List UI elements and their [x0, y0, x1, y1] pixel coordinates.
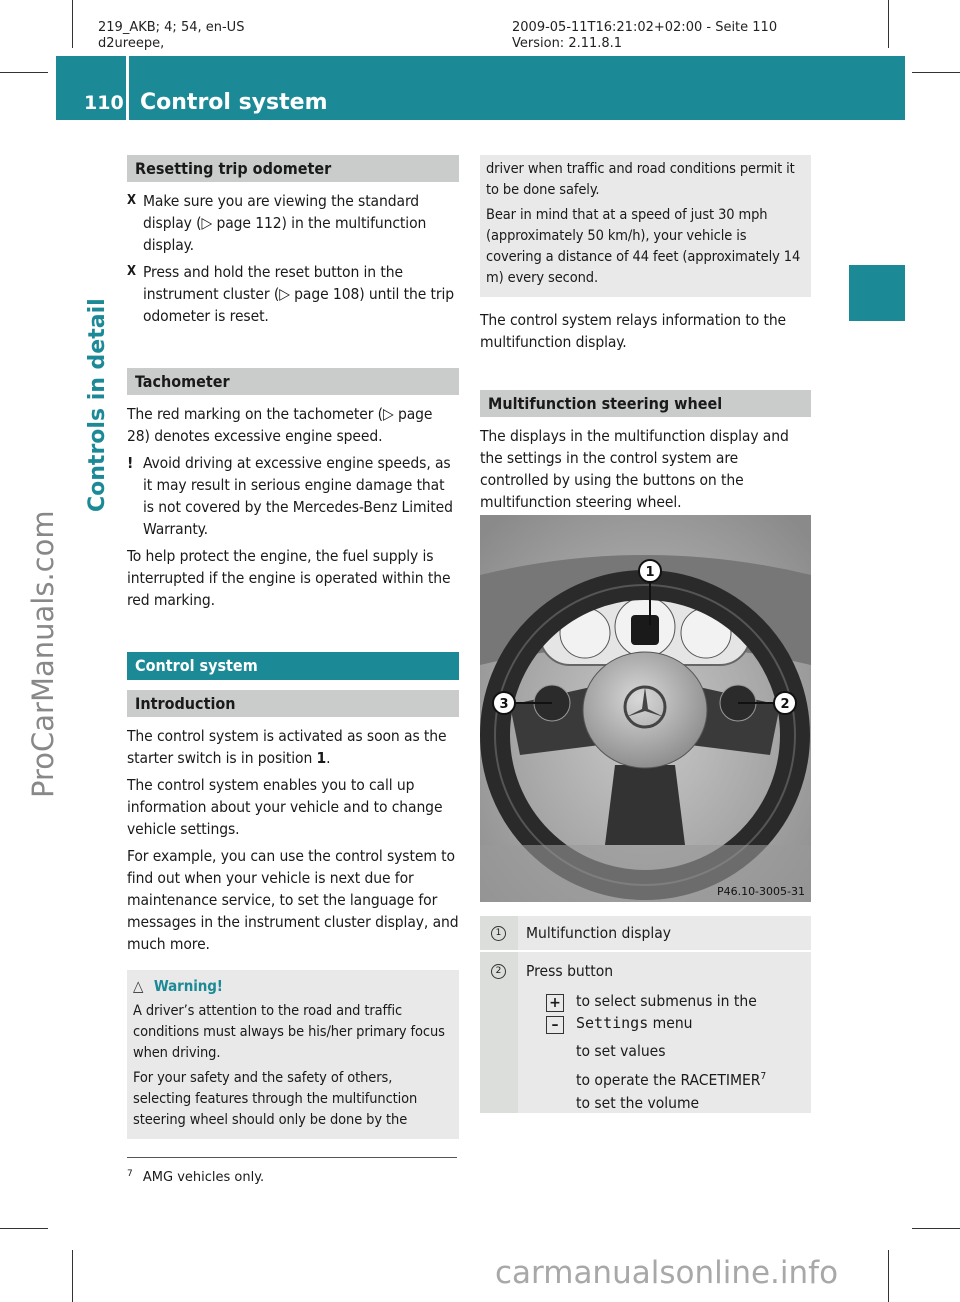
step-text: Make sure you are viewing the standard display (▷ page 112) in the multifunction display.: [143, 192, 427, 254]
steering-wheel-figure: [480, 515, 811, 902]
section-label: Controls in detail: [85, 298, 110, 512]
legend-number-cell: [480, 952, 518, 1113]
warning-title-row: [133, 976, 453, 997]
crop-mark: [0, 72, 48, 73]
print-meta-right-1: 2009-05-11T16:21:02+02:00 - Seite 110: [512, 20, 778, 35]
heading-control-system: Control system: [127, 652, 459, 680]
warning-title: Warning!: [153, 977, 223, 995]
svg-text:3: 3: [499, 697, 509, 712]
crop-mark: [912, 1228, 960, 1229]
paragraph: For example, you can use the control system to find out when your vehicle is next due for maintenance service, to set the language for messages in the instrument cluster display, and much more.: [127, 847, 459, 953]
exclamation-icon: !: [127, 454, 134, 472]
page-number: 110: [84, 92, 124, 114]
key-description: to operate the RACETIMER$^7$: [576, 1071, 767, 1090]
header-divider: [126, 56, 129, 120]
paragraph: The control system enables you to call up information about your vehicle and to change vehicle settings.: [127, 776, 443, 838]
footnote: $^7$ AMG vehicles only.: [127, 1169, 265, 1186]
figure-code: P46.10-3005-31: [716, 885, 805, 898]
paragraph: The control system relays information to the multifunction display.: [480, 311, 787, 351]
step-marker-icon: X: [127, 193, 136, 208]
heading-multifunction-steering-wheel: Multifunction steering wheel: [480, 390, 811, 417]
crop-mark: [0, 1228, 48, 1229]
warning-text: Bear in mind that at a speed of just 30 mph (approximately 50 km/h), your vehicle is covering a distance of 44 feet (approximately 14 m) every second.: [486, 207, 801, 286]
print-meta-right-2: Version: 2.11.8.1: [512, 36, 623, 51]
warning-text: A driver’s attention to the road and traffic conditions must always be his/her primary focus when driving.: [133, 1003, 445, 1061]
svg-text:2: 2: [780, 697, 790, 712]
paragraph: The red marking on the tachometer (▷ page 28) denotes excessive engine speed.: [127, 405, 433, 445]
step-text: Press and hold the reset button in the instrument cluster (▷ page 108) until the trip odometer is reset.: [143, 263, 455, 325]
minus-key-icon: –: [546, 1014, 564, 1034]
callout-1: [639, 560, 661, 582]
legend-table: [480, 916, 811, 1113]
bottom-watermark: carmanualsonline.info: [495, 1255, 839, 1291]
print-meta-left-1: 219_AKB; 4; 54, en-US: [98, 20, 245, 35]
callout-number: 1: [491, 926, 506, 941]
legend-text: Multifunction display: [526, 924, 671, 942]
heading-tachometer: Tachometer: [127, 368, 459, 395]
plus-key-icon: +: [546, 992, 564, 1012]
heading-resetting-trip-odometer: Resetting trip odometer: [127, 155, 459, 182]
crop-mark: [888, 1250, 889, 1302]
paragraph: To help protect the engine, the fuel supply is interrupted if the engine is operated within the red marking.: [127, 547, 451, 609]
print-meta-left-2: d2ureepe,: [98, 36, 165, 51]
key-description: to set the volume: [576, 1094, 700, 1112]
callout-3: [493, 692, 515, 714]
key-description: to select submenus in the Settings menu: [576, 992, 757, 1032]
step-item: [127, 190, 459, 256]
callout-number: 2: [491, 964, 506, 979]
svg-text:1: 1: [645, 565, 655, 580]
callout-2: [774, 692, 796, 714]
legend-text: Press button: [526, 962, 614, 980]
step-marker-icon: X: [127, 264, 136, 279]
note: [127, 452, 459, 540]
heading-introduction: Introduction: [127, 690, 459, 717]
key-description: to set values: [576, 1042, 666, 1060]
crop-mark: [72, 0, 73, 48]
step-item: [127, 261, 459, 327]
footnote-rule: [127, 1157, 457, 1158]
warning-box: [127, 970, 459, 1139]
section-tab: [849, 265, 905, 321]
crop-mark: [888, 0, 889, 48]
paragraph: The control system is activated as soon as the starter switch is in position 1.: [127, 727, 447, 767]
warning-box-continued: [480, 155, 811, 297]
left-column: [127, 155, 459, 1139]
right-column: [480, 155, 811, 518]
note-text: Avoid driving at excessive engine speeds, as it may result in serious engine damage that is not covered by the Mercedes-Benz Limited Warranty.: [143, 454, 453, 538]
paragraph: The displays in the multifunction display and the settings in the control system are controlled by using the buttons on the multifunction steering wheel.: [480, 427, 789, 511]
warning-text: driver when traffic and road conditions permit it to be done safely.: [486, 161, 795, 198]
warning-text: For your safety and the safety of others, selecting features through the multifunction steering wheel should only be done by the: [133, 1070, 418, 1128]
legend-row: [480, 916, 811, 952]
warning-triangle-icon: △: [133, 977, 144, 995]
legend-number-cell: [480, 916, 518, 950]
page-title: Control system: [140, 90, 328, 115]
crop-mark: [912, 72, 960, 73]
crop-mark: [72, 1250, 73, 1302]
legend-row: [480, 952, 811, 1113]
side-watermark: ProCarManuals.com: [26, 510, 60, 798]
